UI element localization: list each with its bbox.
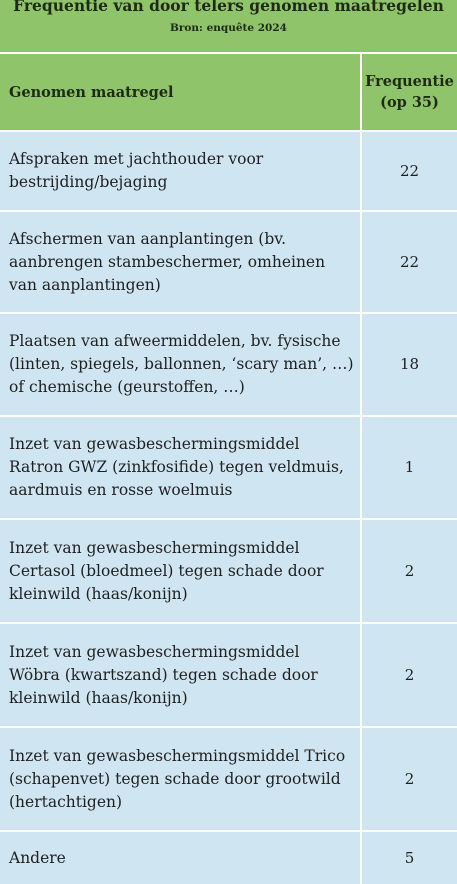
header-row — [0, 54, 457, 132]
measure-cell: Plaatsen van afweermiddelen, bv. fysische (linten, spiegels, ballonnen, ‘scary man’, …) of chemische (geurstoffen, …) — [0, 313, 361, 416]
measure-cell: Andere — [0, 831, 361, 884]
frequency-cell: 2 — [361, 727, 457, 831]
measure-cell: Inzet van gewasbeschermingsmiddel Certasol (bloedmeel) tegen schade door kleinwild (haas/konijn) — [0, 519, 361, 623]
table-title: Frequentie van door telers genomen maatregelen — [13, 0, 444, 15]
header-frequency — [361, 54, 457, 132]
table-row — [0, 727, 457, 831]
frequency-cell: 2 — [361, 623, 457, 727]
measure-cell: Inzet van gewasbeschermingsmiddel Ratron GWZ (zinkfosifide) tegen veldmuis, aardmuis en rosse woelmuis — [0, 416, 361, 519]
frequency-cell: 1 — [361, 416, 457, 519]
header-frequency-line1: Frequentie — [365, 73, 454, 90]
title-block — [0, 0, 457, 53]
frequency-cell: 22 — [361, 131, 457, 211]
measure-cell: Inzet van gewasbeschermingsmiddel Trico (schapenvet) tegen schade door grootwild (hertachtigen) — [0, 727, 361, 831]
table-row — [0, 831, 457, 884]
table-row — [0, 131, 457, 211]
frequency-cell: 5 — [361, 831, 457, 884]
header-measure: Genomen maatregel — [0, 54, 361, 132]
frequency-cell: 18 — [361, 313, 457, 416]
table-row — [0, 211, 457, 313]
measure-cell: Inzet van gewasbeschermingsmiddel Wöbra (kwartszand) tegen schade door kleinwild (haas/konijn) — [0, 623, 361, 727]
frequency-cell: 2 — [361, 519, 457, 623]
header-frequency-line2: (op 35) — [380, 94, 439, 111]
table-row — [0, 519, 457, 623]
table-source: Bron: enquête 2024 — [170, 22, 287, 34]
frequency-cell: 22 — [361, 211, 457, 313]
measures-table — [0, 53, 457, 884]
measure-cell: Afspraken met jachthouder voor bestrijding/bejaging — [0, 131, 361, 211]
table-row — [0, 313, 457, 416]
measure-cell: Afschermen van aanplantingen (bv. aanbrengen stambeschermer, omheinen van aanplantingen) — [0, 211, 361, 313]
table-row — [0, 416, 457, 519]
table-row — [0, 623, 457, 727]
